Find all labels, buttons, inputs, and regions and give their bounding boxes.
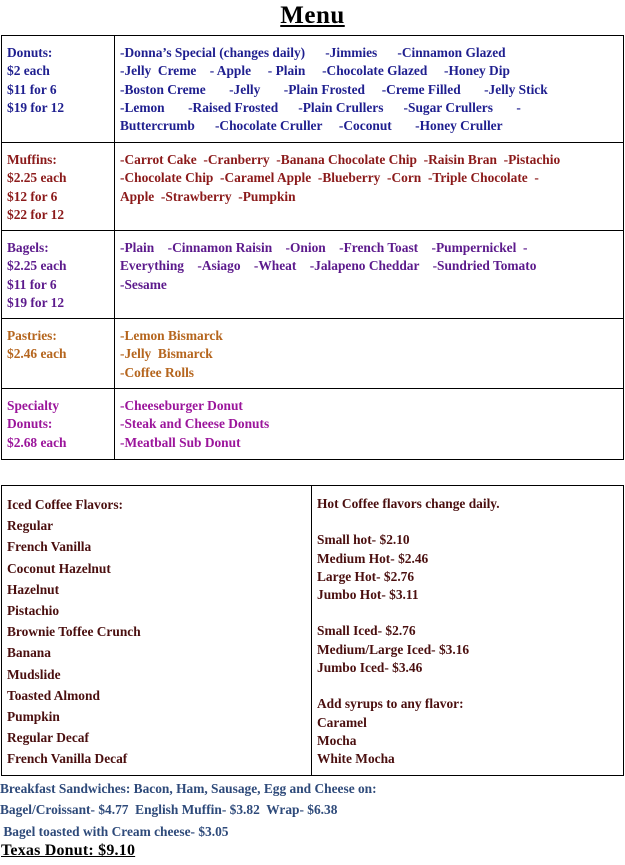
syrup-item: Caramel	[317, 714, 367, 730]
coffee-table	[1, 485, 624, 776]
muffins-price-six: $12 for 6	[7, 188, 58, 204]
muffins-label	[2, 143, 115, 231]
spacer	[317, 513, 618, 531]
bagels-price-six: $11 for 6	[7, 276, 57, 292]
muffins-price-dozen: $22 for 12	[7, 206, 65, 222]
menu-row-pastries	[2, 319, 624, 389]
breakfast-sandwiches	[0, 778, 620, 842]
spacer	[317, 604, 618, 622]
page-title: Menu	[280, 2, 345, 29]
iced-flavor: Pumpkin	[7, 709, 60, 725]
iced-coffee-cell	[2, 486, 312, 776]
bagels-items	[115, 231, 624, 319]
iced-flavor: Hazelnut	[7, 581, 60, 597]
pastries-items-line: -Coffee Rolls	[120, 364, 194, 380]
specialty-items-line: -Cheeseburger Donut	[120, 398, 243, 413]
specialty-price-each: $2.68 each	[7, 434, 67, 450]
specialty-items-line: -Steak and Cheese Donuts	[120, 416, 270, 432]
iced-price: Jumbo Iced- $3.46	[317, 660, 423, 676]
spacer	[317, 677, 618, 695]
iced-flavor: Regular	[7, 518, 54, 534]
hot-coffee-cell	[312, 486, 624, 776]
donuts-items-line: -Boston Creme -Jelly -Plain Frosted -Creme Filled -Jelly Stick	[120, 81, 548, 97]
iced-coffee-heading: Iced Coffee Flavors:	[7, 497, 124, 512]
specialty-label	[2, 389, 115, 460]
specialty-items-line: -Meatball Sub Donut	[120, 434, 241, 450]
syrup-item: Mocha	[317, 732, 357, 748]
pastries-items	[115, 319, 624, 389]
menu-row-specialty	[2, 389, 624, 460]
specialty-items	[115, 389, 624, 460]
hot-price: Medium Hot- $2.46	[317, 550, 429, 566]
iced-flavor: French Vanilla Decaf	[7, 751, 128, 767]
bagels-price-dozen: $19 for 12	[7, 294, 65, 310]
donuts-label	[2, 36, 115, 143]
iced-flavor: Brownie Toffee Crunch	[7, 624, 141, 640]
iced-price: Medium/Large Iced- $3.16	[317, 641, 470, 657]
iced-price: Small Iced- $2.76	[317, 623, 416, 639]
syrups-heading: Add syrups to any flavor:	[317, 696, 464, 712]
hot-price: Small hot- $2.10	[317, 532, 410, 548]
hot-coffee-note: Hot Coffee flavors change daily.	[317, 496, 500, 511]
muffins-price-each: $2.25 each	[7, 170, 67, 186]
donuts-label-line: Donuts:	[7, 45, 53, 60]
iced-flavor: Coconut Hazelnut	[7, 560, 111, 576]
menu-row-muffins	[2, 143, 624, 231]
donuts-price-dozen: $19 for 12	[7, 99, 65, 115]
breakfast-prices: Bagel/Croissant- $4.77 English Muffin- $3.82 Wrap- $6.38	[0, 802, 338, 818]
menu-row-donuts	[2, 36, 624, 143]
hot-price: Jumbo Hot- $3.11	[317, 587, 419, 603]
bagels-items-line: Everything -Asiago -Wheat -Jalapeno Cheddar -Sundried Tomato	[120, 258, 537, 274]
iced-flavor: Pistachio	[7, 603, 60, 619]
bagels-items-line: -Sesame	[120, 276, 167, 292]
iced-flavor: French Vanilla	[7, 539, 92, 555]
iced-flavor: Toasted Almond	[7, 687, 100, 703]
pastries-label-line: Pastries:	[7, 328, 57, 343]
muffins-items	[115, 143, 624, 231]
donuts-items-line: Buttercrumb -Chocolate Cruller -Coconut -Honey Cruller	[120, 118, 503, 134]
bagels-items-line: -Plain -Cinnamon Raisin -Onion -French Toast -Pumpernickel -	[120, 240, 528, 255]
menu-table	[1, 35, 624, 460]
iced-flavor: Banana	[7, 645, 51, 661]
syrup-item: White Mocha	[317, 751, 395, 767]
bagels-label	[2, 231, 115, 319]
texas-donut-price: Texas Donut: $9.10	[1, 842, 136, 859]
muffins-items-line: -Chocolate Chip -Caramel Apple -Blueberry -Corn -Triple Chocolate -	[120, 170, 539, 186]
pastries-price-each: $2.46 each	[7, 346, 67, 362]
bagels-price-each: $2.25 each	[7, 258, 67, 274]
hot-price: Large Hot- $2.76	[317, 568, 415, 584]
coffee-row	[2, 486, 624, 776]
bagels-label-line: Bagels:	[7, 240, 49, 255]
iced-flavor: Regular Decaf	[7, 730, 89, 746]
muffins-label-line: Muffins:	[7, 152, 57, 167]
donuts-items-line: -Lemon -Raised Frosted -Plain Crullers -Sugar Crullers -	[120, 99, 521, 115]
iced-flavor: Mudslide	[7, 666, 61, 682]
pastries-items-line: -Jelly Bismarck	[120, 346, 213, 362]
donuts-items	[115, 36, 624, 143]
pastries-items-line: -Lemon Bismarck	[120, 328, 223, 343]
breakfast-bagel-cream-cheese: Bagel toasted with Cream cheese- $3.05	[0, 823, 229, 839]
donuts-items-line: -Donna’s Special (changes daily) -Jimmies -Cinnamon Glazed	[120, 45, 506, 60]
donuts-items-line: -Jelly Creme - Apple - Plain -Chocolate Glazed -Honey Dip	[120, 63, 510, 79]
muffins-items-line: -Carrot Cake -Cranberry -Banana Chocolate Chip -Raisin Bran -Pistachio	[120, 152, 561, 167]
donuts-price-each: $2 each	[7, 63, 50, 79]
donuts-price-six: $11 for 6	[7, 81, 57, 97]
specialty-label-line: Donuts:	[7, 416, 53, 432]
muffins-items-line: Apple -Strawberry -Pumpkin	[120, 188, 296, 204]
breakfast-heading: Breakfast Sandwiches: Bacon, Ham, Sausage, Egg and Cheese on:	[0, 781, 377, 796]
specialty-label-line: Specialty	[7, 398, 60, 413]
pastries-label	[2, 319, 115, 389]
menu-row-bagels	[2, 231, 624, 319]
